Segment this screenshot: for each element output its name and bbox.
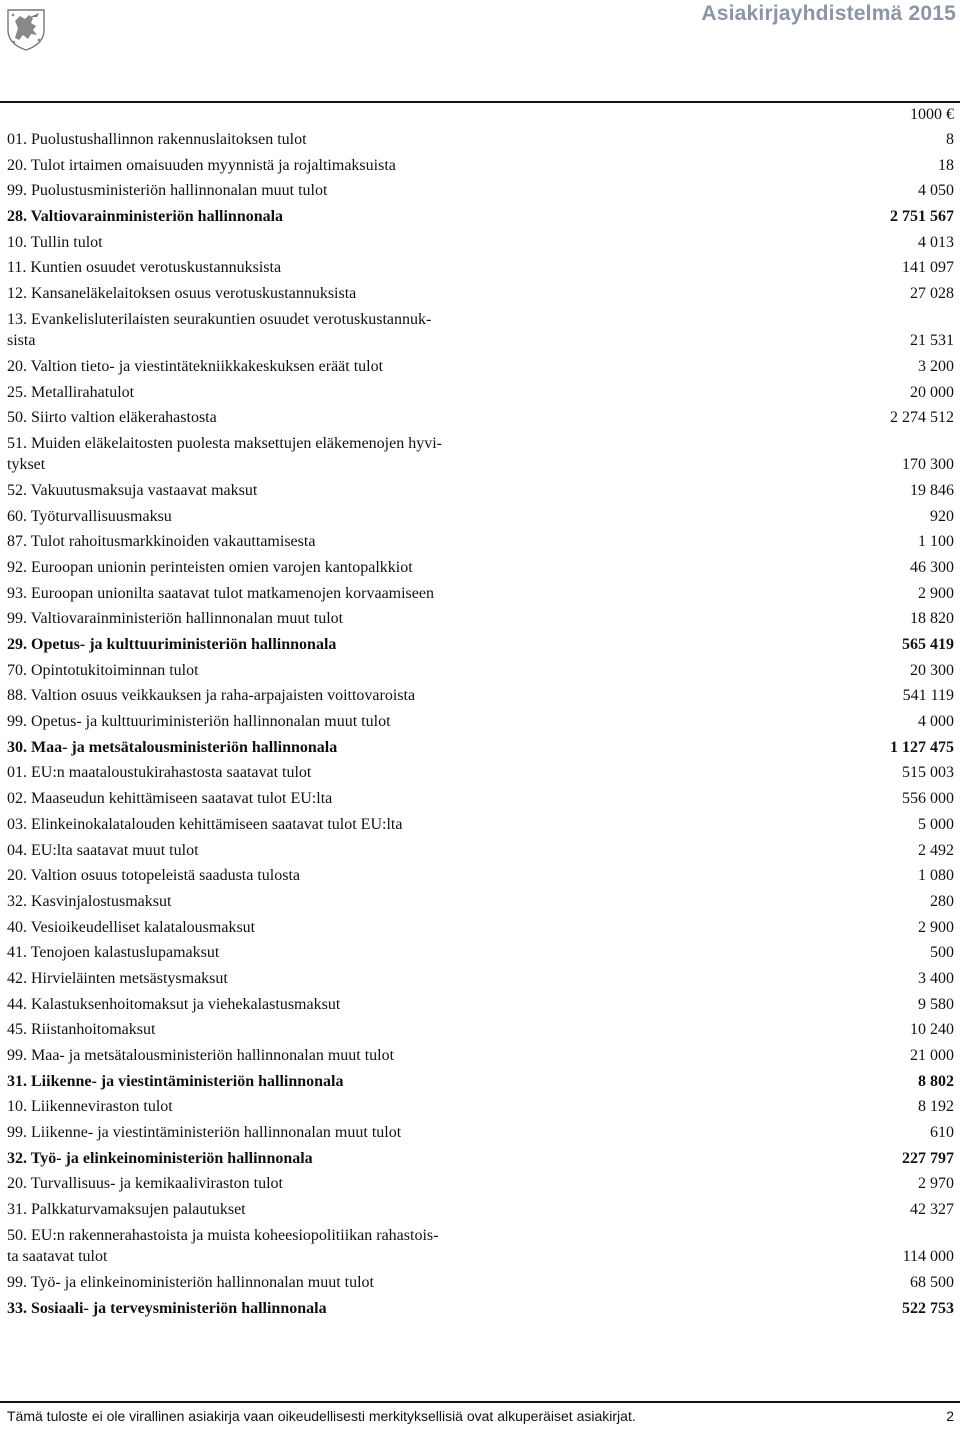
row-value: 5 000 [918, 815, 954, 833]
row-label: 32. Kasvinjalostusmaksut [7, 892, 172, 910]
row-value: 141 097 [902, 259, 954, 277]
row-label: 10. Tullin tulot [7, 233, 103, 251]
row-label: 93. Euroopan unionilta saatavat tulot matkamenojen korvaamiseen [7, 584, 434, 602]
row-value: 8 [946, 131, 954, 148]
row-label: 42. Hirvieläinten metsästysmaksut [7, 969, 228, 987]
table-row [0, 994, 960, 1020]
row-label: 87. Tulot rahoitusmarkkinoiden vakauttamisesta [7, 533, 316, 551]
row-label: 20. Valtion tieto- ja viestintätekniikkakeskuksen eräät tulot [7, 357, 384, 375]
row-value: 1 127 475 [890, 738, 954, 756]
table-row [0, 788, 960, 814]
table-row [0, 257, 960, 283]
row-value: 8 192 [918, 1098, 954, 1116]
row-label: 04. EU:lta saatavat muut tulot [7, 841, 199, 859]
table-section-row [0, 634, 960, 660]
row-label: 01. Puolustushallinnon rakennuslaitoksen tulot [7, 131, 307, 148]
row-value: 2 900 [918, 918, 954, 936]
table-row [0, 356, 960, 382]
table-row [0, 1096, 960, 1122]
table-row [0, 480, 960, 506]
row-label: 32. Työ- ja elinkeinoministeriön hallinnonala [7, 1149, 313, 1167]
row-label [7, 309, 507, 351]
row-value: 20 000 [910, 383, 954, 401]
table-row [0, 1225, 960, 1272]
row-value: 18 [938, 156, 954, 174]
table-row [0, 129, 960, 155]
table-row [0, 762, 960, 788]
row-value: 4 050 [918, 182, 954, 200]
row-value: 522 753 [902, 1299, 954, 1317]
row-label: 03. Elinkeinokalatalouden kehittämiseen saatavat tulot EU:lta [7, 815, 403, 833]
row-label: 41. Tenojoen kalastuslupamaksut [7, 944, 220, 962]
row-label-line: 13. Evankelisluterilaisten seurakuntien osuudet verotuskustannuk- [7, 310, 432, 328]
row-label: 92. Euroopan unionin perinteisten omien varojen kantopalkkiot [7, 558, 413, 576]
table-row [0, 1199, 960, 1225]
row-value: 556 000 [902, 790, 954, 808]
row-value: 515 003 [902, 764, 954, 782]
table-section-row [0, 1071, 960, 1097]
row-value: 46 300 [910, 558, 954, 576]
row-value: 20 300 [910, 661, 954, 679]
row-label: 20. Turvallisuus- ja kemikaaliviraston tulot [7, 1175, 283, 1193]
row-value: 9 580 [918, 995, 954, 1013]
table-row [0, 283, 960, 309]
row-label: 60. Työturvallisuusmaksu [7, 507, 172, 525]
table-row [0, 1173, 960, 1199]
row-label-line: 51. Muiden eläkelaitosten puolesta maksettujen eläkemenojen hyvi- [7, 434, 442, 452]
row-value: 68 500 [910, 1273, 954, 1291]
table-row [0, 1272, 960, 1298]
table-row [0, 814, 960, 840]
row-value: 1 080 [918, 867, 954, 885]
table-row [0, 1122, 960, 1148]
table-row [0, 407, 960, 433]
row-label: 99. Opetus- ja kulttuuriministeriön hallinnonalan muut tulot [7, 713, 391, 731]
row-value: 610 [930, 1124, 954, 1142]
row-label: 20. Tulot irtaimen omaisuuden myynnistä ja rojaltimaksuista [7, 156, 396, 174]
row-value: 2 274 512 [890, 409, 954, 427]
row-value: 114 000 [902, 1247, 954, 1265]
row-label: 70. Opintotukitoiminnan tulot [7, 661, 199, 679]
row-label: 99. Liikenne- ja viestintäministeriön hallinnonalan muut tulot [7, 1124, 402, 1142]
document-title: Asiakirjayhdistelmä 2015 [701, 2, 956, 25]
table-row [0, 865, 960, 891]
row-value: 8 802 [918, 1072, 954, 1090]
row-value: 42 327 [910, 1201, 954, 1219]
row-value: 500 [930, 944, 954, 962]
table-row [0, 382, 960, 408]
row-label: 50. Siirto valtion eläkerahastosta [7, 409, 217, 427]
unit-label: 1000 € [910, 106, 954, 123]
page-number: 2 [946, 1408, 954, 1424]
row-label-line: tykset [7, 455, 46, 473]
table-section-row [0, 206, 960, 232]
table-row [0, 583, 960, 609]
row-label-line: sista [7, 331, 36, 349]
row-label: 99. Valtiovarainministeriön hallinnonalan muut tulot [7, 610, 344, 628]
table-section-row [0, 737, 960, 763]
row-label: 99. Puolustusministeriön hallinnonalan muut tulot [7, 182, 328, 200]
row-label: 52. Vakuutusmaksuja vastaavat maksut [7, 481, 258, 499]
table-row [0, 660, 960, 686]
row-label: 20. Valtion osuus totopeleistä saadusta tulosta [7, 867, 301, 885]
row-value: 27 028 [910, 285, 954, 303]
finnish-lion-coat-of-arms-icon [4, 4, 48, 52]
row-label: 31. Liikenne- ja viestintäministeriön hallinnonala [7, 1072, 344, 1090]
row-label: 44. Kalastuksenhoitomaksut ja viehekalastusmaksut [7, 995, 341, 1013]
row-value: 10 240 [910, 1021, 954, 1039]
table-section-row [0, 1298, 960, 1324]
table-row [0, 840, 960, 866]
table-row [0, 531, 960, 557]
row-label-line: ta saatavat tulot [7, 1247, 108, 1265]
row-label: 01. EU:n maataloustukirahastosta saatavat tulot [7, 764, 312, 782]
row-value: 920 [930, 507, 954, 525]
table-row [0, 557, 960, 583]
table-section-row [0, 1148, 960, 1174]
row-label: 31. Palkkaturvamaksujen palautukset [7, 1201, 246, 1219]
row-value: 21 531 [910, 331, 954, 349]
row-value: 1 100 [918, 533, 954, 551]
row-label [7, 1225, 507, 1267]
table-row [0, 608, 960, 634]
row-value: 4 013 [918, 233, 954, 251]
table-row [0, 1045, 960, 1071]
row-value: 3 400 [918, 969, 954, 987]
revenue-table [0, 129, 960, 1323]
table-row [0, 180, 960, 206]
row-value: 2 970 [918, 1175, 954, 1193]
row-label-line: 50. EU:n rakennerahastoista ja muista koheesiopolitiikan rahastois- [7, 1226, 439, 1244]
table-row [0, 968, 960, 994]
row-value: 2 900 [918, 584, 954, 602]
table-row [0, 155, 960, 181]
row-value: 227 797 [902, 1149, 954, 1167]
row-label: 29. Opetus- ja kulttuuriministeriön hallinnonala [7, 636, 337, 653]
table-row [0, 309, 960, 356]
row-label: 25. Metallirahatulot [7, 383, 135, 401]
row-label [7, 433, 507, 475]
footer-note: Tämä tuloste ei ole virallinen asiakirja vaan oikeudellisesti merkityksellisiä ovat alkuperäiset asiakirjat. [7, 1408, 636, 1424]
header-divider [0, 101, 960, 103]
row-value: 565 419 [902, 636, 954, 653]
footer-divider [0, 1401, 960, 1403]
row-value: 19 846 [910, 481, 954, 499]
row-value: 3 200 [918, 357, 954, 375]
row-label: 88. Valtion osuus veikkauksen ja raha-arpajaisten voittovaroista [7, 687, 416, 705]
row-label: 45. Riistanhoitomaksut [7, 1021, 156, 1039]
table-row [0, 506, 960, 532]
row-label: 33. Sosiaali- ja terveysministeriön hallinnonala [7, 1299, 327, 1317]
row-label: 11. Kuntien osuudet verotuskustannuksista [7, 259, 282, 277]
row-label: 99. Työ- ja elinkeinoministeriön hallinnonalan muut tulot [7, 1273, 374, 1291]
row-value: 170 300 [902, 455, 954, 473]
row-value: 21 000 [910, 1047, 954, 1064]
row-value: 18 820 [910, 610, 954, 628]
row-label: 28. Valtiovarainministeriön hallinnonala [7, 208, 284, 226]
table-row [0, 711, 960, 737]
row-label: 30. Maa- ja metsätalousministeriön hallinnonala [7, 738, 338, 756]
table-row [0, 1019, 960, 1045]
row-value: 541 119 [902, 687, 954, 705]
row-value: 2 751 567 [890, 208, 954, 226]
row-label: 10. Liikenneviraston tulot [7, 1098, 173, 1116]
table-row [0, 685, 960, 711]
row-value: 2 492 [918, 841, 954, 859]
row-label: 40. Vesioikeudelliset kalatalousmaksut [7, 918, 256, 936]
row-label: 12. Kansaneläkelaitoksen osuus verotuskustannuksista [7, 285, 357, 303]
row-value: 280 [930, 892, 954, 910]
table-row [0, 942, 960, 968]
table-row [0, 891, 960, 917]
row-label: 99. Maa- ja metsätalousministeriön hallinnonalan muut tulot [7, 1047, 395, 1064]
table-row [0, 917, 960, 943]
row-label: 02. Maaseudun kehittämiseen saatavat tulot EU:lta [7, 790, 333, 808]
table-row [0, 232, 960, 258]
table-row [0, 433, 960, 480]
row-value: 4 000 [918, 713, 954, 731]
